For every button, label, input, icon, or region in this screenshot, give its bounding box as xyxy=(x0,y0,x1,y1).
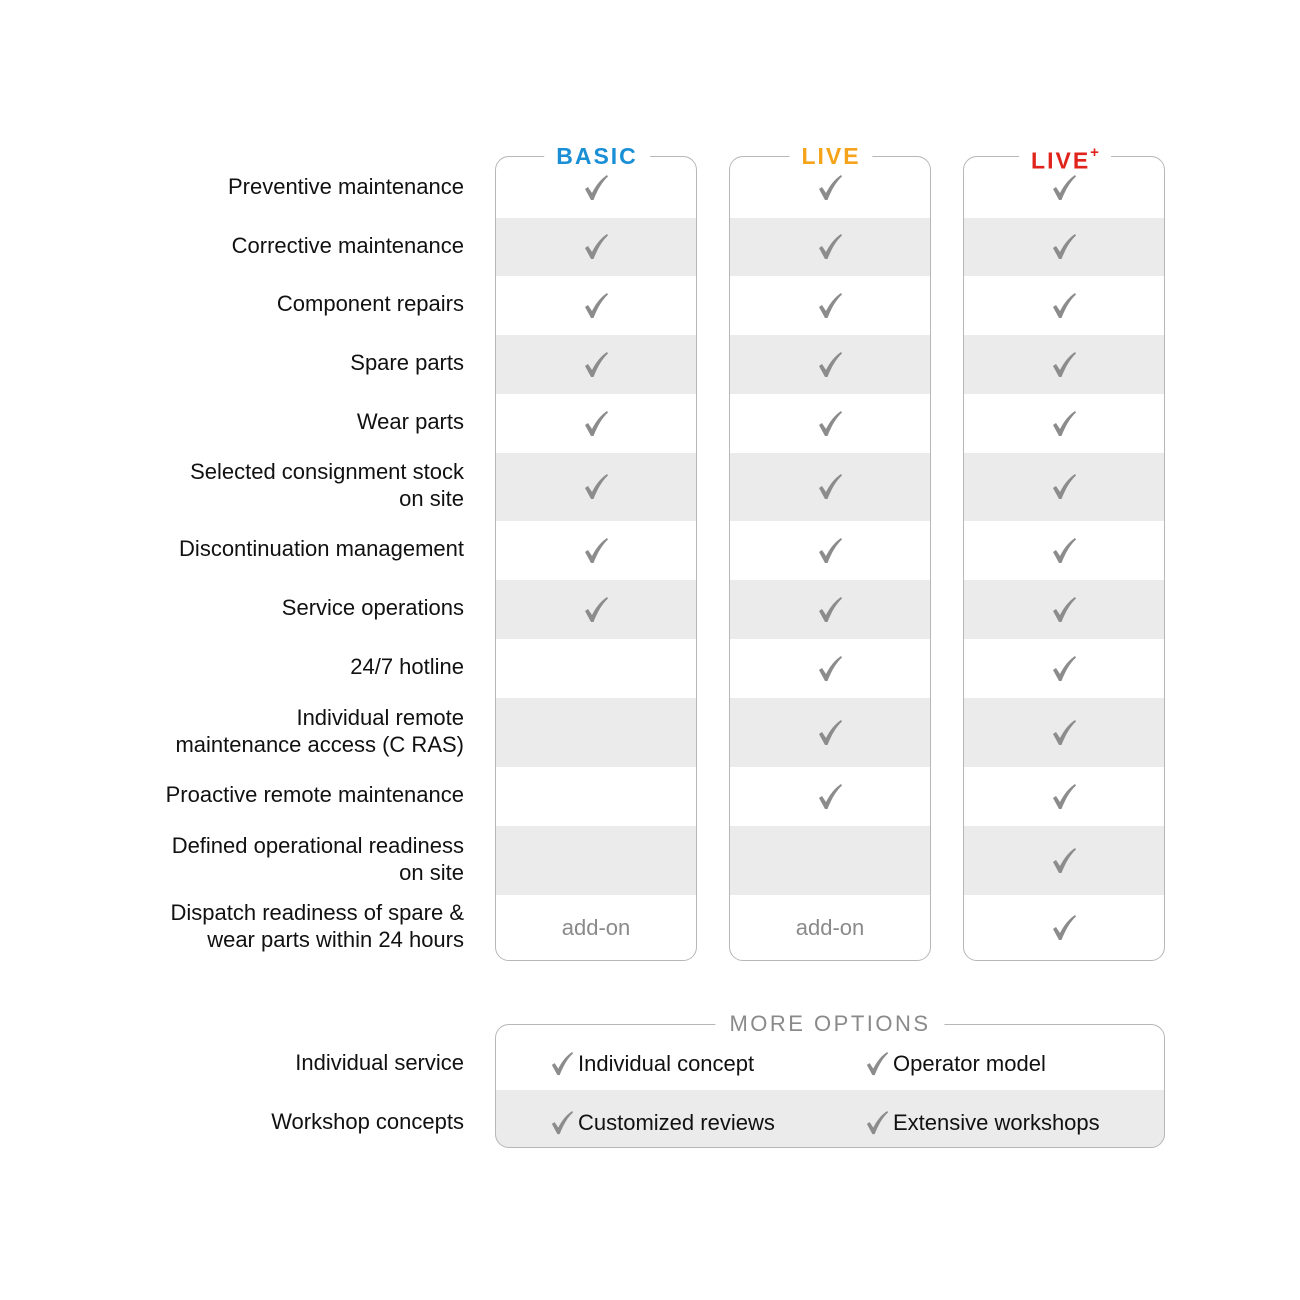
check-icon xyxy=(865,1051,889,1077)
plan-cell xyxy=(495,453,697,521)
plan-cell xyxy=(963,276,1165,335)
plan-cell xyxy=(729,580,931,639)
plan-cell xyxy=(963,521,1165,580)
feature-label-line: on site xyxy=(399,486,464,511)
plan-header xyxy=(1019,142,1111,175)
option-item xyxy=(865,1108,1100,1138)
check-icon xyxy=(583,596,609,624)
check-icon xyxy=(817,473,843,501)
feature-label-line: Selected consignment stock xyxy=(190,459,464,484)
feature-label-line: Component repairs xyxy=(276,291,464,316)
feature-label-line: on site xyxy=(399,859,464,885)
plan-cell xyxy=(495,335,697,394)
feature-label-line: 24/7 hotline xyxy=(350,654,464,679)
plan-cell xyxy=(963,335,1165,394)
option-item xyxy=(550,1049,754,1079)
check-icon xyxy=(550,1110,574,1136)
check-icon xyxy=(1051,537,1077,565)
option-label: Workshop concepts xyxy=(271,1109,464,1134)
check-icon xyxy=(817,233,843,261)
plan-cell xyxy=(495,895,697,961)
column-gap xyxy=(697,158,729,961)
check-icon xyxy=(817,410,843,438)
plan-cell xyxy=(963,698,1165,767)
plan-cell xyxy=(729,767,931,826)
plan-cell xyxy=(495,580,697,639)
plan-cell xyxy=(495,394,697,453)
feature-label-line: Preventive maintenance xyxy=(227,173,464,199)
plan-cell xyxy=(495,826,697,895)
plan-cell xyxy=(495,276,697,335)
option-item xyxy=(550,1108,775,1138)
plan-name: BASIC xyxy=(556,143,638,169)
plan-cell xyxy=(963,453,1165,521)
plan-cell xyxy=(729,895,931,961)
check-icon xyxy=(817,719,843,747)
check-icon xyxy=(583,233,609,261)
check-icon xyxy=(817,537,843,565)
feature-label-line: Dispatch readiness of spare & xyxy=(170,900,464,925)
check-icon xyxy=(865,1110,889,1136)
check-icon xyxy=(817,783,843,811)
feature-label xyxy=(100,232,464,259)
check-icon xyxy=(817,655,843,683)
plan-cell xyxy=(963,394,1165,453)
check-icon xyxy=(1051,914,1077,942)
feature-label-line: Spare parts xyxy=(350,350,464,375)
feature-label xyxy=(100,349,464,376)
plan-cell xyxy=(963,639,1165,698)
plan-cell xyxy=(963,580,1165,639)
feature-label-line: Defined operational readiness xyxy=(171,832,464,858)
plan-cell xyxy=(495,521,697,580)
plan-cell xyxy=(729,453,931,521)
check-icon xyxy=(817,174,843,202)
check-icon xyxy=(1051,292,1077,320)
plan-cell xyxy=(495,767,697,826)
feature-label xyxy=(100,535,464,562)
addon-text: add-on xyxy=(795,915,865,940)
check-icon xyxy=(1051,719,1077,747)
feature-label-line: Individual remote xyxy=(296,704,464,730)
check-icon xyxy=(583,292,609,320)
option-item-label: Extensive workshops xyxy=(893,1110,1100,1135)
check-icon xyxy=(550,1051,574,1077)
plan-cell xyxy=(729,218,931,276)
option-item xyxy=(865,1049,1046,1079)
feature-label xyxy=(100,704,464,758)
feature-label xyxy=(100,832,464,886)
check-icon xyxy=(1051,174,1077,202)
plan-name: LIVE xyxy=(801,143,861,169)
check-icon xyxy=(817,596,843,624)
plan-cell xyxy=(963,895,1165,961)
plan-cell xyxy=(729,335,931,394)
feature-label xyxy=(100,173,464,200)
feature-label xyxy=(100,653,464,680)
check-icon xyxy=(1051,233,1077,261)
plan-cell xyxy=(729,394,931,453)
plan-superscript: + xyxy=(1090,144,1099,161)
plan-header xyxy=(789,142,872,170)
plan-cell xyxy=(729,521,931,580)
plan-cell xyxy=(963,826,1165,895)
check-icon xyxy=(583,174,609,202)
feature-label-line: Discontinuation management xyxy=(179,536,464,561)
check-icon xyxy=(1051,596,1077,624)
plan-cell xyxy=(729,826,931,895)
feature-label-line: maintenance access (C RAS) xyxy=(175,731,464,757)
feature-label-line: Service operations xyxy=(281,595,464,620)
check-icon xyxy=(1051,847,1077,875)
plan-cell xyxy=(729,639,931,698)
feature-label xyxy=(100,458,464,512)
plan-name: LIVE xyxy=(1031,147,1091,174)
option-item-label: Individual concept xyxy=(578,1051,755,1076)
check-icon xyxy=(817,351,843,379)
feature-label xyxy=(100,899,464,953)
check-icon xyxy=(1051,473,1077,501)
feature-label-line: Proactive remote maintenance xyxy=(165,782,464,807)
plan-cell xyxy=(729,276,931,335)
plan-header xyxy=(544,142,650,170)
check-icon xyxy=(1051,351,1077,379)
column-gap xyxy=(931,158,963,961)
option-item-label: Operator model xyxy=(893,1051,1046,1076)
check-icon xyxy=(583,473,609,501)
feature-label xyxy=(100,781,464,808)
feature-label-line: Corrective maintenance xyxy=(231,232,464,258)
addon-text: add-on xyxy=(561,915,631,940)
feature-label xyxy=(100,408,464,435)
option-item-label: Customized reviews xyxy=(578,1110,775,1135)
plan-cell xyxy=(495,639,697,698)
plan-cell xyxy=(495,218,697,276)
feature-label xyxy=(100,594,464,621)
feature-label-line: Wear parts xyxy=(356,409,464,434)
check-icon xyxy=(1051,410,1077,438)
check-icon xyxy=(583,537,609,565)
plan-cell xyxy=(495,698,697,767)
plan-cell xyxy=(963,767,1165,826)
check-icon xyxy=(583,410,609,438)
more-options-title: MORE OPTIONS xyxy=(715,1010,944,1038)
plan-cell xyxy=(963,218,1165,276)
feature-label-line: wear parts within 24 hours xyxy=(207,927,464,952)
plan-cell xyxy=(729,698,931,767)
check-icon xyxy=(817,292,843,320)
check-icon xyxy=(583,351,609,379)
option-label: Individual service xyxy=(295,1050,464,1075)
feature-label xyxy=(100,290,464,317)
check-icon xyxy=(1051,655,1077,683)
check-icon xyxy=(1051,783,1077,811)
